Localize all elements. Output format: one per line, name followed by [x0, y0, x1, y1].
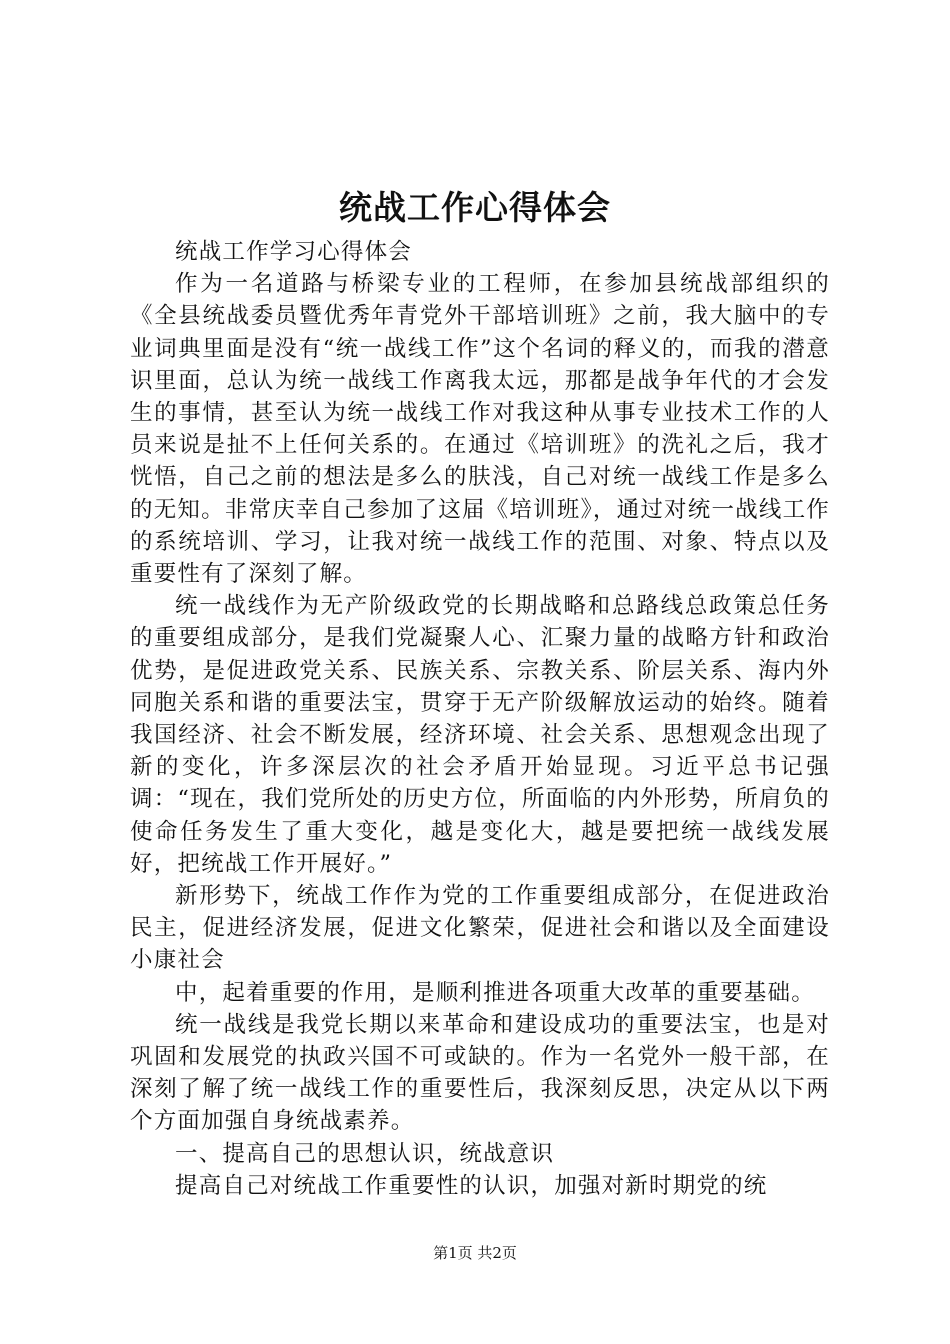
paragraph-subtitle: 统战工作学习心得体会	[175, 239, 413, 265]
section-heading-1: 一、提高自己的思想认识，统战意识	[175, 1140, 555, 1167]
paragraph-3: 新形势下，统战工作作为党的工作重要组成部分，在促进政治民主，促进经济发展，促进文化繁荣，促进社会和谐以及全面建设小康社会	[130, 883, 830, 974]
paragraph-5: 统一战线是我党长期以来革命和建设成功的重要法宝，也是对巩固和发展党的执政兴国不可或缺的。作为一名党外一般干部，在深刻了解了统一战线工作的重要性后，我深刻反思，决定从以下两个方面加强自身统战素养。	[130, 1011, 830, 1135]
paragraph-2: 统一战线作为无产阶级政党的长期战略和总路线总政策总任务的重要组成部分，是我们党凝聚人心、汇聚力量的战略方针和政治优势，是促进政党关系、民族关系、宗教关系、阶层关系、海内外同胞关系和谐的重要法宝，贯穿于无产阶级解放运动的始终。随着我国经济、社会不断发展，经济环境、社会关系、思想观念出现了新的变化，许多深层次的社会矛盾开始显现。习近平总书记强调：“现在，我们党所处的历史方位，所面临的内外形势，所肩负的使命任务发生了重大变化，越是变化大，越是要把统一战线发展好，把统战工作开展好。”	[130, 593, 831, 877]
paragraph-6: 提高自己对统战工作重要性的认识，加强对新时期党的统	[175, 1172, 768, 1199]
paragraph-4: 中，起着重要的作用，是顺利推进各项重大改革的重要基础。	[175, 979, 815, 1006]
paragraph-1: 作为一名道路与桥梁专业的工程师，在参加县统战部组织的《全县统战委员暨优秀年青党外干部培训班》之前，我大脑中的专业词典里面是没有“统一战线工作”这个名词的释义的，而我的潜意识里面，总认为统一战线工作离我太远，那都是战争年代的才会发生的事情，甚至认为统一战线工作对我这种从事专业技术工作的人员来说是扯不上任何关系的。在通过《培训班》的洗礼之后，我才恍悟，自己之前的想法是多么的肤浅，自己对统一战线工作是多么的无知。非常庆幸自己参加了这届《培训班》，通过对统一战线工作的系统培训、学习，让我对统一战线工作的范围、对象、特点以及重要性有了深刻了解。	[130, 271, 830, 588]
document-title: 统战工作心得体会	[339, 188, 611, 227]
document-body	[130, 236, 830, 1202]
page-footer: 第1页 共2页	[433, 1244, 517, 1262]
